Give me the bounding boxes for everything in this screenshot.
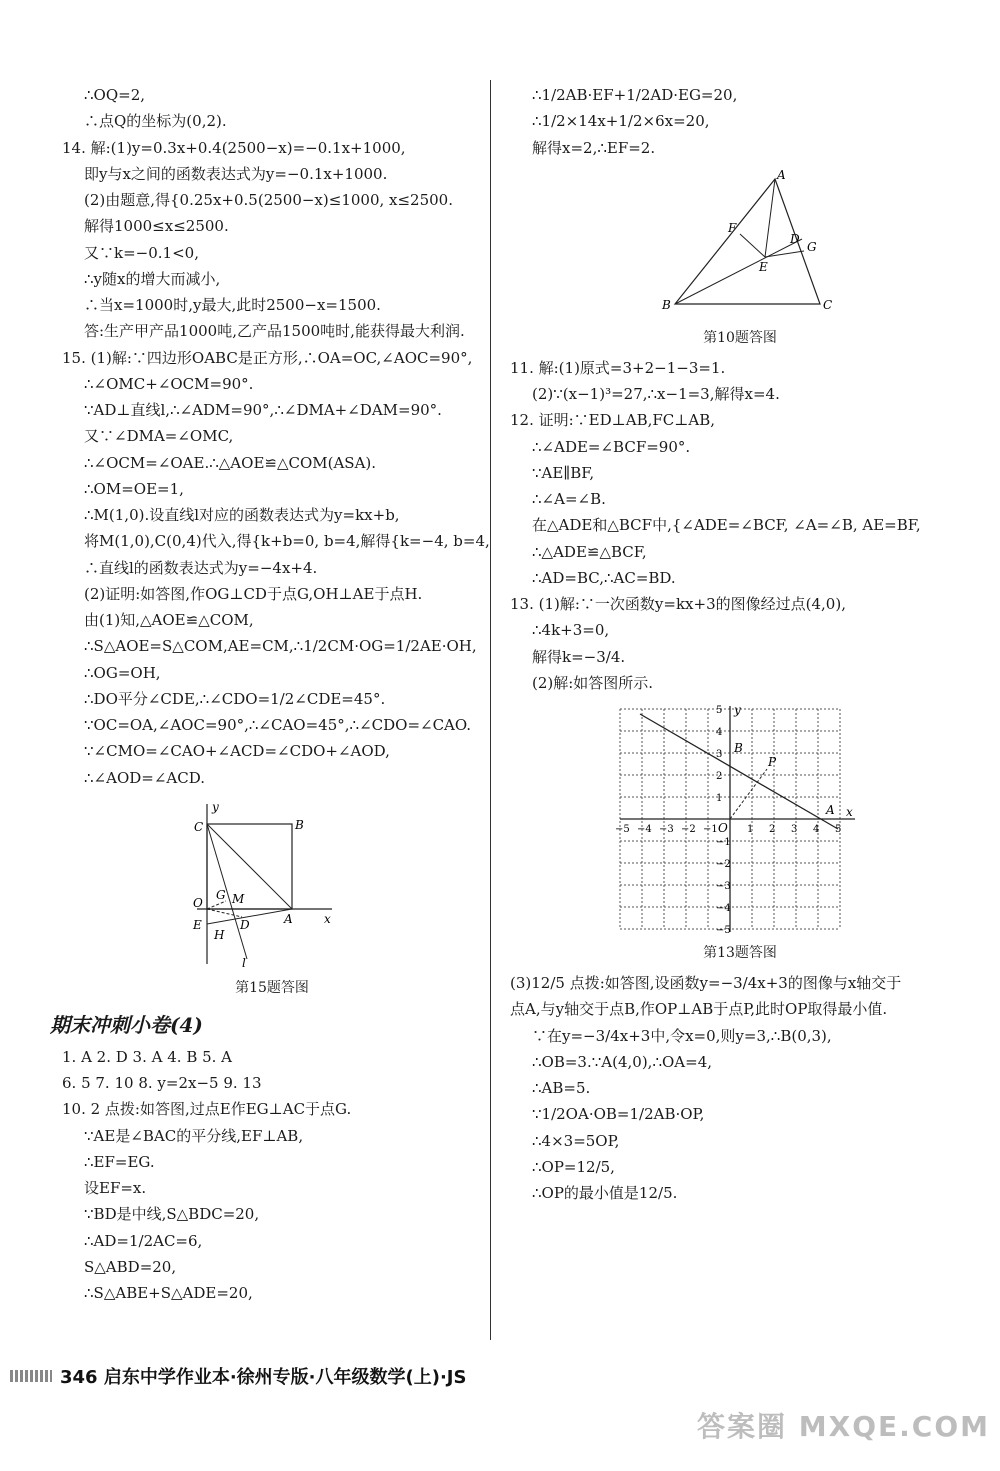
- figure-15: [62, 799, 482, 997]
- text-line: (3)12/5 点拨:如答图,设函数y=−3/4x+3的图像与x轴交于: [510, 974, 902, 992]
- median-bd: [675, 239, 802, 304]
- y-tick-label: 5: [716, 705, 723, 716]
- fig13-label: A: [826, 803, 835, 817]
- text-line: ∴∠OCM=∠OAE.∴△AOE≌△COM(ASA).: [84, 453, 377, 472]
- fig13-label: B: [734, 741, 743, 755]
- text-line: ∴△ADE≌△BCF,: [532, 542, 647, 561]
- y-tick-label: −1: [716, 837, 731, 848]
- x-tick-label: −3: [659, 824, 674, 835]
- text-line: (2)解:如答图所示.: [532, 673, 654, 692]
- question-12: 12. 证明:∵ED⊥AB,FC⊥AB,: [510, 411, 715, 430]
- text-line: S△ABD=20,: [84, 1257, 177, 1276]
- text-line: ∵∠CMO=∠CAO+∠ACD=∠CDO+∠AOD,: [84, 742, 390, 761]
- text-line: ∴AB=5.: [532, 1079, 591, 1097]
- x-tick-label: 5: [835, 824, 842, 835]
- text-line: ∴AD=1/2AC=6,: [84, 1231, 203, 1250]
- text-line: ∴OG=OH,: [84, 663, 161, 682]
- figure-caption: 第13题答图: [703, 945, 777, 961]
- text-line: ∵1/2OA·OB=1/2AB·OP,: [532, 1105, 705, 1124]
- fig13-label: P: [768, 755, 777, 769]
- fig15-label: x: [324, 911, 331, 926]
- x-tick-label: 4: [813, 824, 820, 835]
- text-line: (2)证明:如答图,作OG⊥CD于点G,OH⊥AE于点H.: [84, 584, 423, 603]
- fig13-label: O: [718, 821, 728, 835]
- x-tick-label: −1: [703, 824, 718, 835]
- fig13-label: y: [734, 703, 741, 717]
- fig10-label: C: [823, 297, 833, 312]
- perp-ef: [740, 234, 765, 257]
- x-tick-label: 2: [769, 824, 776, 835]
- y-tick-label: 1: [716, 793, 723, 804]
- text-line: ∵在y=−3/4x+3中,令x=0,则y=3,∴B(0,3),: [532, 1026, 832, 1045]
- line-od: [207, 909, 242, 917]
- question-10: 10. 2 点拨:如答图,过点E作EG⊥AC于点G.: [62, 1100, 352, 1119]
- text-line: ∴当x=1000时,y最大,此时2500−x=1500.: [84, 296, 381, 314]
- left-column: [50, 82, 490, 1306]
- text-line: ∵AD⊥直线l,∴∠ADM=90°,∴∠DMA+∠DAM=90°.: [84, 401, 442, 419]
- section-title: 期末冲刺小卷(4): [50, 1012, 203, 1037]
- text-line: 解得k=−3/4.: [532, 647, 626, 666]
- question-15: 15. (1)解:∵四边形OABC是正方形,∴OA=OC,∠AOC=90°,: [62, 348, 473, 367]
- fig15-label: l: [242, 955, 246, 970]
- question-13: 13. (1)解:∵一次函数y=kx+3的图像经过点(4,0),: [510, 595, 846, 613]
- text-line: ∴OB=3.∵A(4,0),∴OA=4,: [532, 1052, 712, 1071]
- y-tick-label: 2: [716, 771, 723, 782]
- text-line: ∴OP的最小值是12/5.: [532, 1184, 678, 1202]
- text-line: ∴OQ=2,: [84, 86, 146, 104]
- text-line: 由(1)知,△AOE≌△COM,: [84, 611, 254, 629]
- line-og: [207, 901, 226, 909]
- x-tick-label: 3: [791, 824, 798, 835]
- text-line: ∴EF=EG.: [84, 1152, 155, 1171]
- y-tick-label: −3: [716, 881, 731, 892]
- question-14: 14. 解:(1)y=0.3x+0.4(2500−x)=−0.1x+1000,: [62, 138, 406, 157]
- text-line: 6. 5 7. 10 8. y=2x−5 9. 13: [62, 1074, 262, 1092]
- fig10-label: B: [662, 297, 671, 312]
- text-line: ∵OC=OA,∠AOC=90°,∴∠CAO=45°,∴∠CDO=∠CAO.: [84, 716, 472, 734]
- text-line: ∴1/2×14x+1/2×6x=20,: [532, 112, 710, 131]
- text-line: ∵AE∥BF,: [532, 463, 595, 482]
- text-line: ∴S△AOE=S△COM,AE=CM,∴1/2CM·OG=1/2AE·OH,: [84, 637, 477, 656]
- text-line: 在△ADE和△BCF中,{∠ADE=∠BCF, ∠A=∠B, AE=BF,: [532, 516, 921, 535]
- fig10-label: G: [807, 239, 817, 254]
- x-tick-label: −4: [637, 824, 652, 835]
- y-tick-label: −2: [716, 859, 731, 870]
- text-line: 1. A 2. D 3. A 4. B 5. A: [62, 1047, 233, 1066]
- text-line: ∴4×3=5OP,: [532, 1131, 620, 1150]
- text-line: 即y与x之间的函数表达式为y=−0.1x+1000.: [84, 164, 388, 183]
- fig15-label: B: [295, 817, 304, 832]
- footer-decoration: [10, 1370, 52, 1382]
- y-tick-label: −5: [716, 925, 731, 936]
- text-line: ∴1/2AB·EF+1/2AD·EG=20,: [532, 86, 738, 104]
- text-line: ∴∠A=∠B.: [532, 490, 606, 508]
- text-line: 又∵∠DMA=∠OMC,: [84, 427, 234, 446]
- fig15-label: C: [194, 819, 204, 834]
- figure-caption: 第10题答图: [703, 329, 777, 346]
- fig15-label: M: [232, 891, 245, 906]
- fig15-label: E: [193, 917, 202, 932]
- figure-13-graph: [615, 703, 860, 936]
- x-tick-label: −2: [681, 824, 696, 835]
- text-line: ∴y随x的增大而减小,: [84, 269, 221, 288]
- text-line: 解得x=2,∴EF=2.: [532, 138, 656, 157]
- page-footer: [10, 1363, 466, 1389]
- fig15-label: H: [214, 927, 225, 942]
- figure-10: [510, 169, 970, 347]
- figure-10-diagram: [640, 169, 840, 319]
- fig15-label: D: [240, 917, 250, 932]
- y-tick-label: 3: [716, 749, 723, 760]
- figure-13: [510, 704, 970, 962]
- question-11: 11. 解:(1)原式=3+2−1−3=1.: [510, 358, 726, 377]
- text-line: ∴M(1,0).设直线l对应的函数表达式为y=kx+b,: [84, 506, 400, 524]
- text-line: ∴点Q的坐标为(0,2).: [84, 112, 227, 131]
- text-line: 点A,与y轴交于点B,作OP⊥AB于点P,此时OP取得最小值.: [510, 1000, 888, 1019]
- watermark: 答案圈 MXQE.COM: [697, 1410, 990, 1443]
- y-tick-label: 4: [716, 727, 723, 738]
- text-line: ∴4k+3=0,: [532, 621, 610, 640]
- right-column: [510, 82, 970, 1206]
- text-line: (2)由题意,得{0.25x+0.5(2500−x)≤1000, x≤2500.: [84, 191, 453, 209]
- fig15-label: A: [284, 911, 293, 926]
- fig15-label: y: [212, 799, 219, 814]
- bisector-ae: [765, 179, 775, 257]
- text-line: ∴AD=BC,∴AC=BD.: [532, 568, 676, 587]
- text-line: ∴DO平分∠CDE,∴∠CDO=1/2∠CDE=45°.: [84, 689, 386, 708]
- footer-text: 346 启东中学作业本·徐州专版·八年级数学(上)·JS: [60, 1367, 467, 1388]
- text-line: ∴直线l的函数表达式为y=−4x+4.: [84, 558, 318, 577]
- text-line: ∴∠ADE=∠BCF=90°.: [532, 437, 691, 456]
- figure-caption: 第15题答图: [235, 979, 309, 996]
- text-line: 答:生产甲产品1000吨,乙产品1500吨时,能获得最大利润.: [84, 322, 465, 341]
- tick-labels: [615, 705, 841, 936]
- figure-15-diagram: [192, 799, 352, 969]
- fig10-label: E: [759, 259, 768, 274]
- fig10-label: D: [790, 231, 800, 246]
- fig13-label: x: [846, 805, 853, 819]
- fig15-label: G: [216, 887, 226, 902]
- text-line: 将M(1,0),C(0,4)代入,得{k+b=0, b=4,解得{k=−4, b=4,: [84, 532, 490, 551]
- text-line: ∴∠AOD=∠ACD.: [84, 768, 205, 787]
- column-divider: [490, 80, 491, 1340]
- text-line: ∴OP=12/5,: [532, 1157, 615, 1176]
- text-line: ∵AE是∠BAC的平分线,EF⊥AB,: [84, 1126, 304, 1145]
- text-line: ∴S△ABE+S△ADE=20,: [84, 1284, 253, 1302]
- fig10-label: F: [728, 220, 737, 235]
- x-tick-label: −5: [615, 824, 630, 835]
- text-line: (2)∵(x−1)³=27,∴x−1=3,解得x=4.: [532, 385, 780, 403]
- fig15-label: O: [193, 895, 203, 910]
- fig10-label: A: [777, 167, 786, 182]
- text-line: ∴∠OMC+∠OCM=90°.: [84, 374, 254, 393]
- text-line: ∴OM=OE=1,: [84, 479, 184, 498]
- text-line: 设EF=x.: [84, 1179, 147, 1197]
- x-tick-label: 1: [747, 824, 754, 835]
- y-tick-label: −4: [716, 903, 731, 914]
- text-line: 又∵k=−0.1<0,: [84, 243, 199, 262]
- text-line: ∵BD是中线,S△BDC=20,: [84, 1205, 260, 1224]
- perp-eg: [765, 251, 804, 257]
- text-line: 解得1000≤x≤2500.: [84, 217, 229, 236]
